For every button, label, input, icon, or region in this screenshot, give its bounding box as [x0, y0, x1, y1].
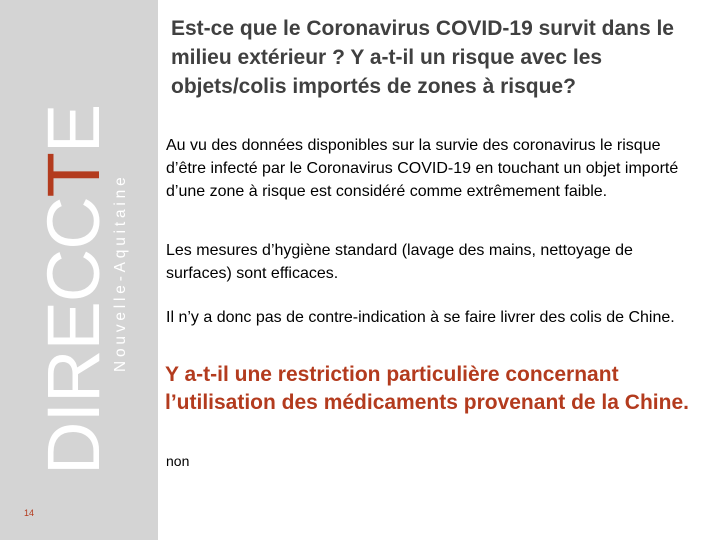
paragraph-survival-risk: Au vu des données disponibles sur la survie des coronavirus le risque d’être infecté par le Coronavirus COVID-19 en touchant un objet importé d’une zone à risque est considéré comme extrêmement faible.	[166, 137, 679, 200]
brand-end: E	[32, 104, 115, 154]
slide-subtitle: Y a-t-il une restriction particulière concernant l’utilisation des médicaments provenant de la Chine.	[165, 363, 689, 414]
paragraph-parcels: Il n’y a donc pas de contre-indication à se faire livrer des colis de Chine.	[166, 309, 675, 326]
brand-logo	[32, 104, 115, 475]
sidebar	[0, 0, 158, 540]
slide-title: Est-ce que le Coronavirus COVID-19 survit dans le milieu extérieur ? Y a-t-il un risque avec les objets/colis importés de zones à risque?	[171, 17, 674, 98]
region-label-wrap	[107, 173, 135, 372]
brand-main: DIRECC	[32, 197, 115, 475]
brand-text	[32, 105, 115, 475]
region-label: Nouvelle-Aquitaine	[112, 173, 129, 372]
brand-accent-letter: T	[32, 153, 115, 198]
paragraph-hygiene: Les mesures d’hygiène standard (lavage des mains, nettoyage de surfaces) sont efficaces.	[166, 242, 633, 282]
page-number: 14	[24, 508, 35, 518]
answer-text: non	[166, 453, 190, 469]
